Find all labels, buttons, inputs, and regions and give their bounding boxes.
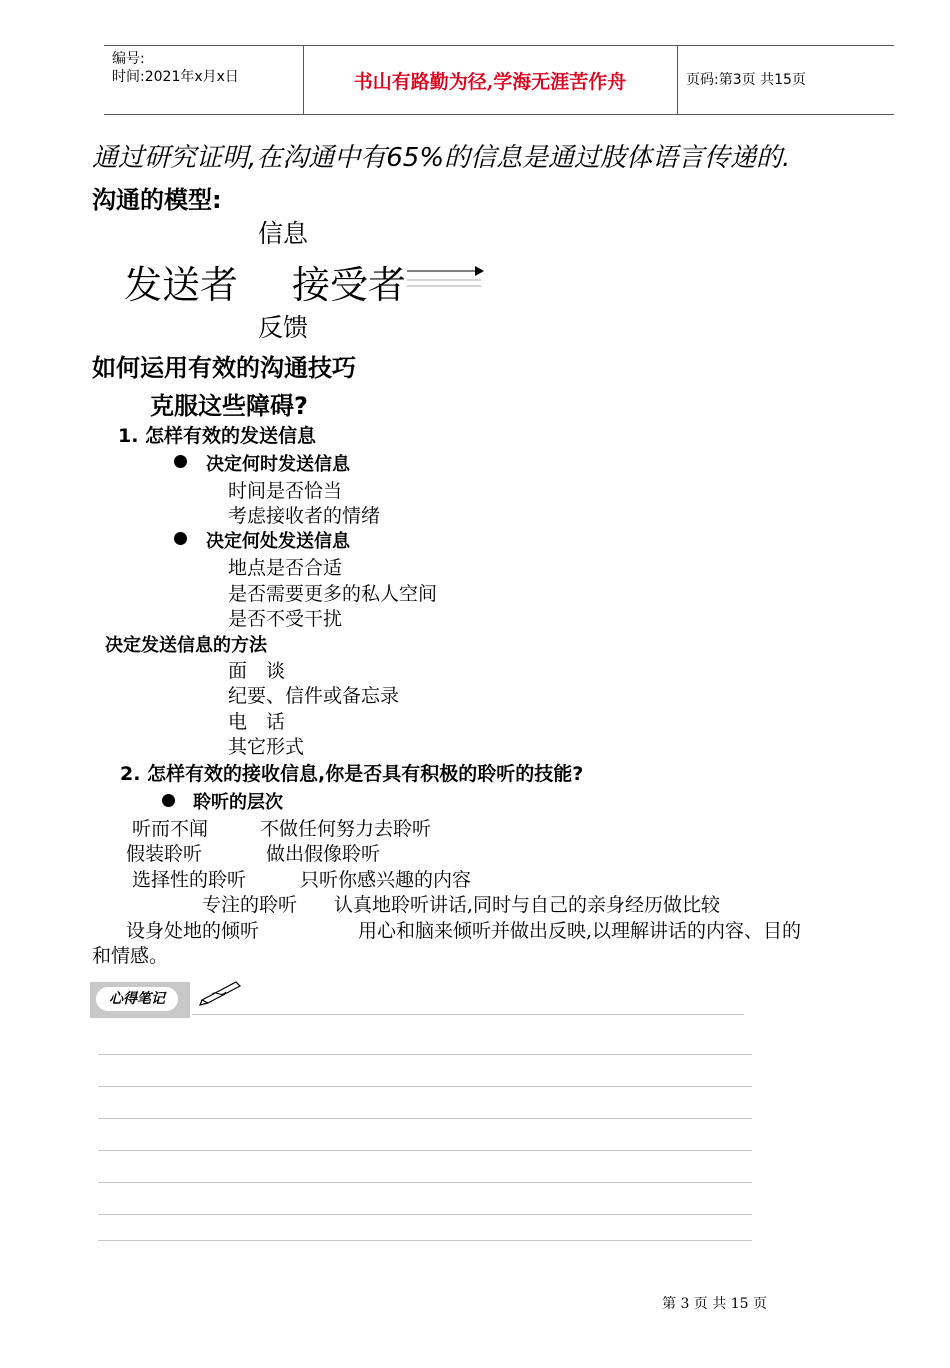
page-label: 页码:第3页 共15页 bbox=[686, 71, 806, 88]
bullet-when: 决定何时发送信息 bbox=[206, 454, 350, 475]
level-desc: 用心和脑来倾听并做出反映,以理解讲话的内容、目的 bbox=[358, 920, 802, 942]
method-title: 决定发送信息的方法 bbox=[105, 635, 267, 656]
bullet-icon bbox=[174, 532, 187, 545]
continuation-text: 和情感。 bbox=[92, 945, 169, 967]
model-heading: 沟通的模型: bbox=[92, 186, 222, 214]
list-item: 其它形式 bbox=[228, 736, 305, 758]
bullet-levels: 聆听的层次 bbox=[193, 792, 283, 813]
note-line bbox=[98, 1054, 752, 1055]
model-receiver: 接受者 bbox=[292, 263, 407, 307]
number-label: 编号: bbox=[112, 51, 145, 67]
page-cell bbox=[686, 46, 891, 114]
header-meta bbox=[112, 46, 302, 114]
skills-heading: 如何运用有效的沟通技巧 bbox=[92, 354, 356, 382]
model-top-label: 信息 bbox=[258, 219, 309, 248]
model-sender: 发送者 bbox=[124, 263, 239, 307]
motto-cell bbox=[304, 46, 676, 114]
pen-icon bbox=[198, 978, 244, 1006]
bullet-where: 决定何处发送信息 bbox=[206, 531, 350, 552]
level-name: 专注的聆听 bbox=[202, 894, 298, 916]
level-desc: 认真地聆听讲话,同时与自己的亲身经历做比较 bbox=[334, 894, 721, 916]
page-header bbox=[104, 45, 894, 115]
section2-title: 2. 怎样有效的接收信息,你是否具有积极的聆听的技能? bbox=[120, 763, 584, 785]
motto-text: 书山有路勤为径,学海无涯苦作舟 bbox=[353, 70, 627, 93]
notes-label: 心得笔记 bbox=[96, 987, 178, 1011]
list-item: 面 谈 bbox=[228, 660, 286, 682]
skills-subheading: 克服这些障碍? bbox=[150, 392, 308, 420]
level-desc: 不做任何努力去聆听 bbox=[260, 818, 432, 840]
list-item: 纪要、信件或备忘录 bbox=[228, 685, 400, 707]
level-name: 设身处地的倾听 bbox=[126, 920, 260, 942]
level-name: 听而不闻 bbox=[132, 818, 209, 840]
intro-text: 通过研究证明,在沟通中有65%的信息是通过肢体语言传递的. bbox=[92, 143, 791, 173]
list-item: 电 话 bbox=[228, 711, 286, 733]
list-item: 地点是否合适 bbox=[228, 557, 343, 579]
notes-label-box bbox=[90, 982, 190, 1018]
bullet-icon bbox=[174, 455, 187, 468]
level-name: 假装聆听 bbox=[126, 843, 203, 865]
note-line bbox=[98, 1086, 752, 1087]
level-name: 选择性的聆听 bbox=[132, 869, 247, 891]
arrow-icon bbox=[405, 262, 485, 292]
list-item: 是否不受干扰 bbox=[228, 608, 343, 630]
note-line bbox=[98, 1150, 752, 1151]
model-bottom-label: 反馈 bbox=[258, 313, 309, 342]
list-item: 是否需要更多的私人空间 bbox=[228, 583, 438, 605]
note-line bbox=[98, 1240, 752, 1241]
page-footer: 第 3 页 共 15 页 bbox=[662, 1296, 767, 1312]
list-item: 考虑接收者的情绪 bbox=[228, 505, 381, 527]
note-line bbox=[98, 1118, 752, 1119]
level-desc: 做出假像聆听 bbox=[266, 843, 381, 865]
list-item: 时间是否恰当 bbox=[228, 480, 343, 502]
bullet-icon bbox=[162, 794, 175, 807]
section1-title: 1. 怎样有效的发送信息 bbox=[118, 425, 317, 447]
note-line bbox=[98, 1182, 752, 1183]
level-desc: 只听你感兴趣的内容 bbox=[300, 869, 472, 891]
notes-rule bbox=[192, 1014, 744, 1015]
note-line bbox=[98, 1214, 752, 1215]
time-label: 时间:2021年x月x日 bbox=[112, 69, 239, 85]
